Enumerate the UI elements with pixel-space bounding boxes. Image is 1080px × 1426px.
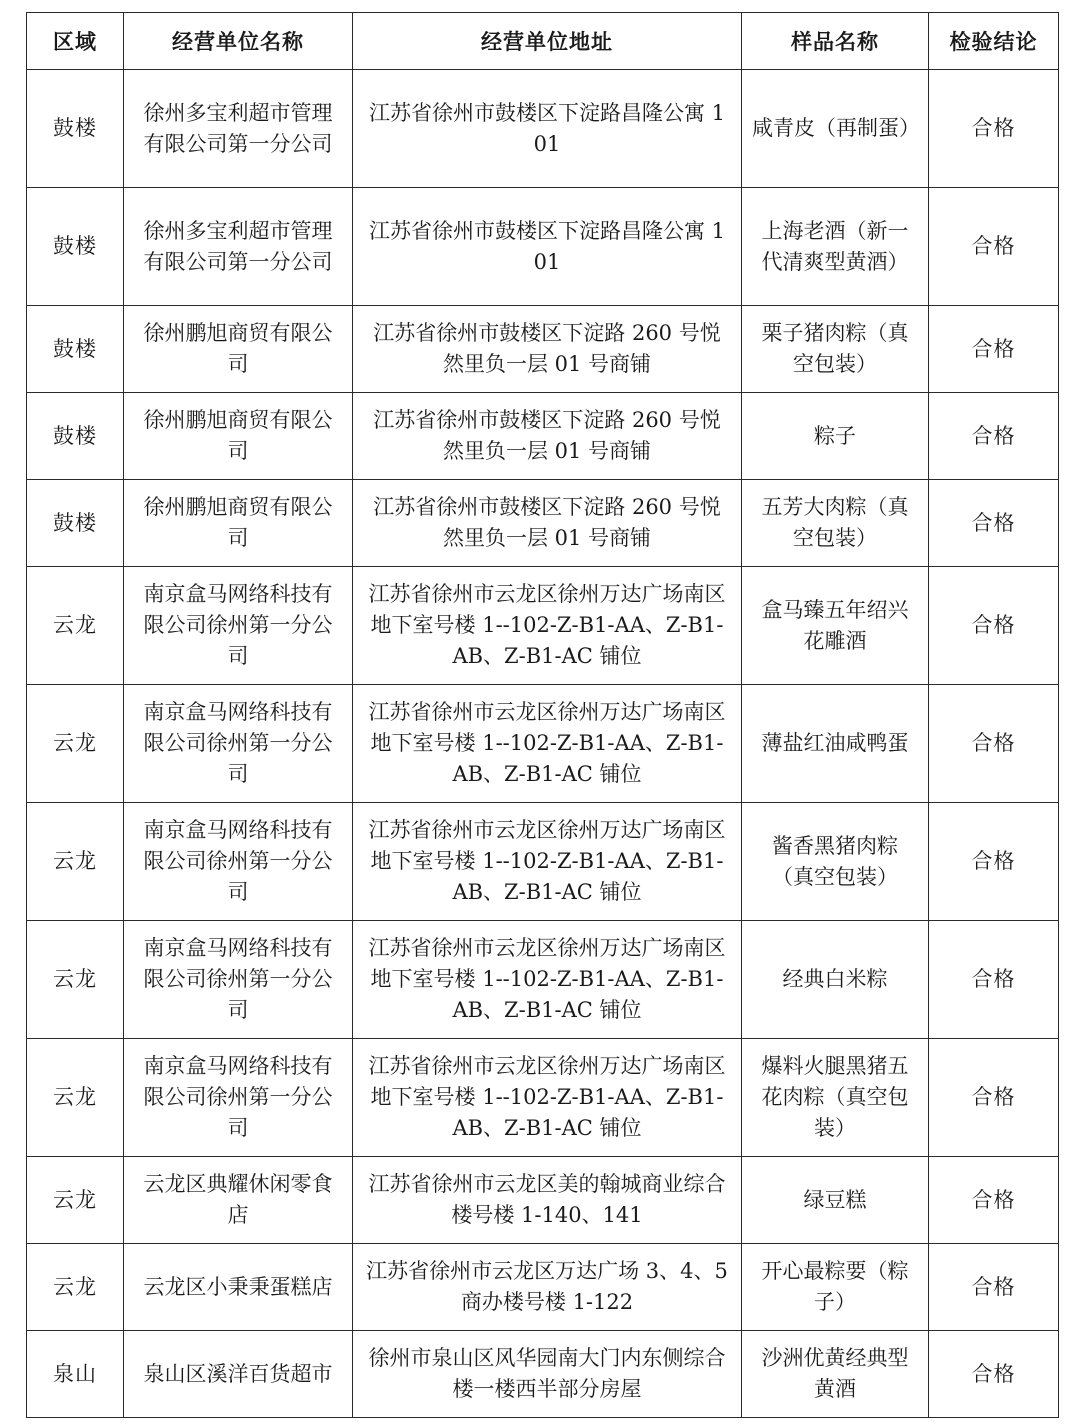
table-row [27,306,1059,393]
cell-business-name: 南京盒马网络科技有限公司徐州第一分公司 [124,921,353,1039]
cell-inspection-result: 合格 [929,188,1059,306]
cell-sample-name: 经典白米粽 [742,921,929,1039]
header-business-name: 经营单位名称 [124,13,353,70]
cell-region: 泉山 [27,1331,124,1418]
cell-business-address: 江苏省徐州市鼓楼区下淀路昌隆公寓 101 [353,188,742,306]
header-business-address: 经营单位地址 [353,13,742,70]
cell-business-address: 江苏省徐州市云龙区万达广场 3、4、5 商办楼号楼 1-122 [353,1244,742,1331]
cell-sample-name: 开心最粽要（粽子） [742,1244,929,1331]
cell-inspection-result: 合格 [929,921,1059,1039]
cell-business-name: 徐州多宝利超市管理有限公司第一分公司 [124,70,353,188]
cell-inspection-result: 合格 [929,306,1059,393]
table-row [27,1157,1059,1244]
cell-inspection-result: 合格 [929,1331,1059,1418]
table-row [27,685,1059,803]
cell-region: 鼓楼 [27,306,124,393]
cell-region: 鼓楼 [27,480,124,567]
cell-business-address: 徐州市泉山区风华园南大门内东侧综合楼一楼西半部分房屋 [353,1331,742,1418]
cell-business-name: 徐州鹏旭商贸有限公司 [124,480,353,567]
cell-business-address: 江苏省徐州市云龙区徐州万达广场南区地下室号楼 1--102-Z-B1-AA、Z-B1-AB、Z-B1-AC 铺位 [353,567,742,685]
table-row [27,803,1059,921]
cell-sample-name: 薄盐红油咸鸭蛋 [742,685,929,803]
table-row [27,393,1059,480]
cell-sample-name: 酱香黑猪肉粽（真空包装） [742,803,929,921]
cell-business-address: 江苏省徐州市云龙区徐州万达广场南区地下室号楼 1--102-Z-B1-AA、Z-B1-AB、Z-B1-AC 铺位 [353,1039,742,1157]
cell-business-address: 江苏省徐州市鼓楼区下淀路 260 号悦然里负一层 01 号商铺 [353,306,742,393]
cell-sample-name: 粽子 [742,393,929,480]
cell-region: 鼓楼 [27,188,124,306]
cell-inspection-result: 合格 [929,567,1059,685]
cell-business-address: 江苏省徐州市鼓楼区下淀路昌隆公寓 101 [353,70,742,188]
cell-sample-name: 栗子猪肉粽（真空包装） [742,306,929,393]
table-row [27,1039,1059,1157]
table-row [27,1244,1059,1331]
cell-business-name: 泉山区溪洋百货超市 [124,1331,353,1418]
table-row [27,1331,1059,1418]
cell-inspection-result: 合格 [929,70,1059,188]
cell-sample-name: 盒马臻五年绍兴花雕酒 [742,567,929,685]
cell-region: 鼓楼 [27,393,124,480]
cell-region: 云龙 [27,1244,124,1331]
cell-sample-name: 五芳大肉粽（真空包装） [742,480,929,567]
cell-sample-name: 爆料火腿黑猪五花肉粽（真空包装） [742,1039,929,1157]
cell-business-name: 南京盒马网络科技有限公司徐州第一分公司 [124,685,353,803]
cell-business-name: 云龙区典耀休闲零食店 [124,1157,353,1244]
cell-region: 云龙 [27,567,124,685]
cell-business-name: 云龙区小秉秉蛋糕店 [124,1244,353,1331]
cell-inspection-result: 合格 [929,1157,1059,1244]
cell-inspection-result: 合格 [929,1244,1059,1331]
cell-sample-name: 沙洲优黄经典型黄酒 [742,1331,929,1418]
cell-business-name: 徐州鹏旭商贸有限公司 [124,393,353,480]
cell-inspection-result: 合格 [929,393,1059,480]
cell-inspection-result: 合格 [929,803,1059,921]
cell-region: 云龙 [27,921,124,1039]
cell-business-address: 江苏省徐州市云龙区徐州万达广场南区地下室号楼 1--102-Z-B1-AA、Z-B1-AB、Z-B1-AC 铺位 [353,803,742,921]
cell-inspection-result: 合格 [929,1039,1059,1157]
inspection-results-table-container [26,12,1058,1418]
inspection-results-table [26,12,1059,1418]
table-row [27,567,1059,685]
cell-business-address: 江苏省徐州市鼓楼区下淀路 260 号悦然里负一层 01 号商铺 [353,393,742,480]
cell-region: 云龙 [27,803,124,921]
header-region: 区域 [27,13,124,70]
header-row [27,13,1059,70]
cell-business-name: 徐州鹏旭商贸有限公司 [124,306,353,393]
cell-business-name: 南京盒马网络科技有限公司徐州第一分公司 [124,803,353,921]
cell-region: 鼓楼 [27,70,124,188]
cell-region: 云龙 [27,1039,124,1157]
table-body [27,70,1059,1418]
cell-business-address: 江苏省徐州市云龙区徐州万达广场南区地下室号楼 1--102-Z-B1-AA、Z-B1-AB、Z-B1-AC 铺位 [353,921,742,1039]
cell-sample-name: 上海老酒（新一代清爽型黄酒） [742,188,929,306]
cell-business-name: 徐州多宝利超市管理有限公司第一分公司 [124,188,353,306]
header-inspection-result: 检验结论 [929,13,1059,70]
cell-business-address: 江苏省徐州市云龙区美的翰城商业综合楼号楼 1-140、141 [353,1157,742,1244]
cell-inspection-result: 合格 [929,480,1059,567]
cell-business-name: 南京盒马网络科技有限公司徐州第一分公司 [124,567,353,685]
cell-business-address: 江苏省徐州市鼓楼区下淀路 260 号悦然里负一层 01 号商铺 [353,480,742,567]
table-row [27,480,1059,567]
table-row [27,188,1059,306]
cell-region: 云龙 [27,685,124,803]
cell-inspection-result: 合格 [929,685,1059,803]
cell-business-name: 南京盒马网络科技有限公司徐州第一分公司 [124,1039,353,1157]
cell-business-address: 江苏省徐州市云龙区徐州万达广场南区地下室号楼 1--102-Z-B1-AA、Z-B1-AB、Z-B1-AC 铺位 [353,685,742,803]
table-header [27,13,1059,70]
cell-sample-name: 咸青皮（再制蛋） [742,70,929,188]
table-row [27,921,1059,1039]
table-row [27,70,1059,188]
cell-region: 云龙 [27,1157,124,1244]
header-sample-name: 样品名称 [742,13,929,70]
cell-sample-name: 绿豆糕 [742,1157,929,1244]
